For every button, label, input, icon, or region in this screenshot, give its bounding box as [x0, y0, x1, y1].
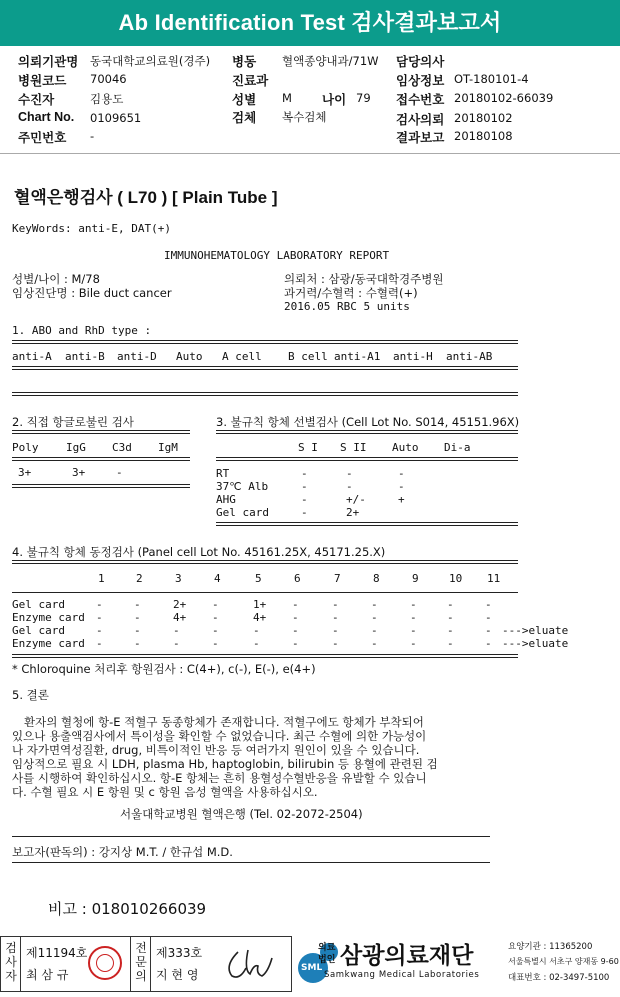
panel-value-cell: - — [485, 598, 492, 611]
request-label: 검사의뢰 — [396, 113, 445, 127]
clinical-value: OT-180101-4 — [454, 72, 529, 86]
panel-eluate-note: --->eluate — [502, 624, 569, 637]
hospital-label: 의뢰기관명 — [18, 55, 79, 69]
screen-value-cell: - — [398, 467, 405, 480]
panel-value-cell: - — [134, 637, 141, 650]
panel-value-cell: - — [292, 598, 299, 611]
section-title: 혈액은행검사 ( L70 ) [ Plain Tube ] — [14, 188, 278, 207]
panel-eluate-note: --->eluate — [502, 637, 569, 650]
dat-title: 2. 직접 항글로불린 검사 — [12, 415, 134, 429]
org-address: 서울특별시 서초구 양재동 9-60 — [508, 957, 619, 966]
chart-value: 0109651 — [90, 111, 142, 125]
panel-value-cell: - — [253, 637, 260, 650]
screen-header-cell: Auto — [392, 441, 419, 454]
screen-header-cell: Di-a — [444, 441, 471, 454]
screen-row-label: Gel card — [216, 506, 269, 519]
header-divider — [0, 153, 620, 154]
panel-value-cell: - — [96, 624, 103, 637]
report-title: IMMUNOHEMATOLOGY LABORATORY REPORT — [164, 249, 390, 262]
panel-value-cell: - — [332, 598, 339, 611]
dat-value-cell: - — [116, 466, 123, 479]
patient-referral: 의뢰처 : 삼광/동국대학경주병원 — [284, 272, 444, 286]
abo-header-cell: anti-B — [65, 350, 105, 363]
tester-license: 제11194호 — [26, 946, 88, 960]
rrn-label: 주민번호 — [18, 131, 67, 145]
code-label: 병원코드 — [18, 74, 67, 88]
panel-value-cell: - — [134, 611, 141, 624]
panel-column-header: 5 — [255, 572, 262, 585]
panel-value-cell: - — [371, 637, 378, 650]
patient-history: 과거력/수혈력 : 수혈력(+) — [284, 286, 418, 300]
panel-value-cell: - — [447, 598, 454, 611]
panel-value-cell: 1+ — [253, 598, 267, 611]
panel-row-label: Gel card — [12, 598, 65, 611]
specialist-license: 제333호 — [156, 946, 203, 960]
panel-value-cell: 4+ — [173, 611, 187, 624]
panel-value-cell: - — [212, 637, 219, 650]
dat-header-cell: IgG — [66, 441, 86, 454]
specialist-name: 지 현 영 — [156, 968, 199, 982]
receipt-label: 접수번호 — [396, 93, 445, 107]
dat-value-cell: 3+ — [18, 466, 32, 479]
chloroquine-note: * Chloroquine 처리후 항원검사 : C(4+), c(-), E(-), e(4+) — [12, 662, 316, 676]
screen-value-cell: +/- — [346, 493, 366, 506]
abo-top-rule — [12, 340, 518, 344]
screen-row-label: RT — [216, 467, 230, 480]
panel-column-header: 11 — [487, 572, 501, 585]
panel-value-cell: - — [292, 611, 299, 624]
panel-bottom-rule — [12, 654, 518, 658]
panel-value-cell: - — [371, 624, 378, 637]
panel-value-cell: - — [253, 624, 260, 637]
panel-value-cell: - — [410, 598, 417, 611]
panel-row-label: Gel card — [12, 624, 65, 637]
panel-title: 4. 불규칙 항체 동정검사 (Panel cell Lot No. 45161.25X, 45171.25.X) — [12, 545, 386, 559]
receipt-value: 20180102-66039 — [454, 91, 554, 105]
conclusion-line: 있으나 용출액검사에서 특이성을 확인할 수 없었습니다. 최근 수혈에 의한 가능성이 — [12, 729, 427, 743]
dat-bottom-rule — [12, 484, 190, 488]
report-banner: Ab Identification Test 검사결과보고서 — [0, 0, 620, 46]
org-institution-code: 요양기관 : 11365200 — [508, 942, 593, 952]
panel-value-cell: - — [212, 598, 219, 611]
panel-value-cell: - — [371, 611, 378, 624]
panel-value-cell: - — [212, 611, 219, 624]
abo-header-cell: anti-A — [12, 350, 52, 363]
screen-value-cell: - — [398, 480, 405, 493]
panel-value-cell: - — [485, 611, 492, 624]
panel-value-cell: - — [96, 611, 103, 624]
org-small-2: 법인 — [318, 955, 336, 965]
screen-top-rule — [216, 430, 518, 434]
sex-label: 성별 — [232, 93, 257, 107]
abo-header-cell: A cell — [222, 350, 262, 363]
specimen-value: 복수검체 — [282, 110, 327, 124]
conclusion-title: 5. 결론 — [12, 688, 49, 702]
panel-value-cell: - — [485, 637, 492, 650]
abo-header-cell: anti-A1 — [334, 350, 381, 363]
tester-name: 최 삼 규 — [26, 968, 69, 982]
panel-value-cell: - — [410, 611, 417, 624]
panel-value-cell: - — [332, 637, 339, 650]
conclusion-line: 환자의 혈청에 항-E 적혈구 동종항체가 존재합니다. 적혈구에도 항체가 부착되어 — [24, 715, 424, 729]
name-value: 김용도 — [90, 92, 124, 106]
panel-row-label: Enzyme card — [12, 611, 85, 624]
screen-header-rule — [216, 457, 518, 461]
panel-value-cell: - — [134, 598, 141, 611]
org-name: 삼광의료재단 — [340, 943, 474, 969]
panel-value-cell: - — [371, 598, 378, 611]
note: 비고 : 018010266039 — [48, 900, 207, 918]
org-phone: 대표번호 : 02-3497-5100 — [508, 973, 610, 983]
patient-sex-age: 성별/나이 : M/78 — [12, 272, 100, 286]
panel-value-cell: - — [96, 637, 103, 650]
panel-column-header: 1 — [98, 572, 105, 585]
panel-column-header: 7 — [334, 572, 341, 585]
dat-top-rule — [12, 430, 190, 434]
panel-column-header: 6 — [294, 572, 301, 585]
patient-history-detail: 2016.05 RBC 5 units — [284, 300, 410, 313]
panel-value-cell: - — [410, 624, 417, 637]
panel-value-cell: - — [485, 624, 492, 637]
reporter-top-rule — [12, 836, 490, 837]
panel-value-cell: - — [96, 598, 103, 611]
screen-value-cell: - — [301, 506, 308, 519]
dat-header-cell: Poly — [12, 441, 39, 454]
panel-value-cell: - — [447, 611, 454, 624]
panel-value-cell: - — [332, 624, 339, 637]
panel-column-header: 10 — [449, 572, 463, 585]
abo-header-cell: anti-AB — [446, 350, 493, 363]
panel-value-cell: 2+ — [173, 598, 187, 611]
conclusion-line: 나 자가면역성질환, drug, 비특이적인 반응 등 여러가지 원인이 있을 수 있습니다. — [12, 743, 420, 757]
sml-logo-icon: SML — [298, 939, 340, 983]
screen-row-label: AHG — [216, 493, 236, 506]
tester-label: 검사자 — [5, 941, 17, 983]
specimen-label: 검체 — [232, 111, 257, 125]
panel-header-rule — [12, 592, 518, 593]
conclusion-line: 임상적으로 필요 시 LDH, plasma Hb, haptoglobin, bilirubin 등 용혈에 관련된 검 — [12, 757, 438, 771]
name-label: 수진자 — [18, 93, 55, 107]
sex-value: M — [282, 91, 292, 105]
dat-value-cell: 3+ — [72, 466, 86, 479]
screen-value-cell: + — [398, 493, 405, 506]
screen-header-cell: S I — [298, 441, 318, 454]
report-label: 결과보고 — [396, 131, 445, 145]
abo-header-rule — [12, 366, 518, 370]
abo-title: 1. ABO and RhD type : — [12, 324, 152, 337]
reporter: 보고자(판독의) : 강지상 M.T. / 한규섭 M.D. — [12, 845, 233, 859]
panel-value-cell: - — [447, 637, 454, 650]
panel-value-cell: - — [410, 637, 417, 650]
abo-bottom-rule — [12, 392, 518, 396]
screen-value-cell: 2+ — [346, 506, 360, 519]
panel-row-label: Enzyme card — [12, 637, 85, 650]
screen-value-cell: - — [301, 493, 308, 506]
conclusion-line: 사를 시행하여 확인하십시오. 항-E 항체는 흔히 용혈성수혈반응을 유발할 수 있습니 — [12, 771, 427, 785]
screen-row-label: 37℃ Alb — [216, 480, 269, 493]
specialist-signature-icon — [220, 944, 276, 984]
panel-value-cell: 4+ — [253, 611, 267, 624]
age-label: 나이 — [322, 93, 347, 107]
keywords: KeyWords: anti-E, DAT(+) — [12, 222, 171, 235]
panel-value-cell: - — [447, 624, 454, 637]
panel-value-cell: - — [173, 624, 180, 637]
chart-label: Chart No. — [18, 110, 75, 124]
dat-header-cell: C3d — [112, 441, 132, 454]
age-value: 79 — [356, 91, 371, 105]
panel-value-cell: - — [292, 624, 299, 637]
reporter-bottom-rule — [12, 862, 490, 863]
report-value: 20180108 — [454, 129, 513, 143]
panel-value-cell: - — [332, 611, 339, 624]
dat-header-rule — [12, 457, 190, 461]
abo-header-cell: anti-H — [393, 350, 433, 363]
abo-header-cell: B cell — [288, 350, 328, 363]
patient-diagnosis: 임상진단명 : Bile duct cancer — [12, 286, 172, 300]
ward-value: 혈액종양내과/71W — [282, 54, 379, 68]
panel-value-cell: - — [134, 624, 141, 637]
panel-column-header: 2 — [136, 572, 143, 585]
lab-contact: 서울대학교병원 혈액은행 (Tel. 02-2072-2504) — [120, 807, 363, 821]
screen-value-cell: - — [301, 480, 308, 493]
panel-value-cell: - — [212, 624, 219, 637]
request-value: 20180102 — [454, 111, 513, 125]
org-small-1: 의료 — [318, 943, 336, 953]
panel-column-header: 9 — [412, 572, 419, 585]
panel-value-cell: - — [173, 637, 180, 650]
clinical-label: 임상정보 — [396, 74, 445, 88]
ward-label: 병동 — [232, 55, 257, 69]
dat-header-cell: IgM — [158, 441, 178, 454]
doctor-label: 담당의사 — [396, 55, 445, 69]
screen-title: 3. 불규칙 항체 선별검사 (Cell Lot No. S014, 45151.96X) — [216, 415, 520, 429]
screen-bottom-rule — [216, 522, 518, 526]
screen-header-cell: S II — [340, 441, 367, 454]
conclusion-line: 다. 수혈 필요 시 E 항원 및 c 항원 음성 혈액을 사용하십시오. — [12, 785, 318, 799]
org-english-name: Samkwang Medical Laboratories — [324, 970, 480, 980]
signature-footer — [0, 936, 620, 992]
code-value: 70046 — [90, 72, 127, 86]
panel-top-rule — [12, 560, 518, 564]
abo-header-cell: Auto — [176, 350, 203, 363]
hospital-value: 동국대학교의료원(경주) — [90, 54, 211, 68]
panel-column-header: 8 — [373, 572, 380, 585]
rrn-value: - — [90, 129, 95, 143]
abo-header-cell: anti-D — [117, 350, 157, 363]
specialist-label: 전문의 — [135, 941, 147, 983]
panel-column-header: 4 — [214, 572, 221, 585]
panel-value-cell: - — [292, 637, 299, 650]
screen-value-cell: - — [346, 467, 353, 480]
patient-info-panel — [0, 52, 620, 147]
screen-value-cell: - — [346, 480, 353, 493]
dept-label: 진료과 — [232, 74, 269, 88]
panel-column-header: 3 — [175, 572, 182, 585]
screen-value-cell: - — [301, 467, 308, 480]
tester-seal-icon — [88, 946, 122, 980]
